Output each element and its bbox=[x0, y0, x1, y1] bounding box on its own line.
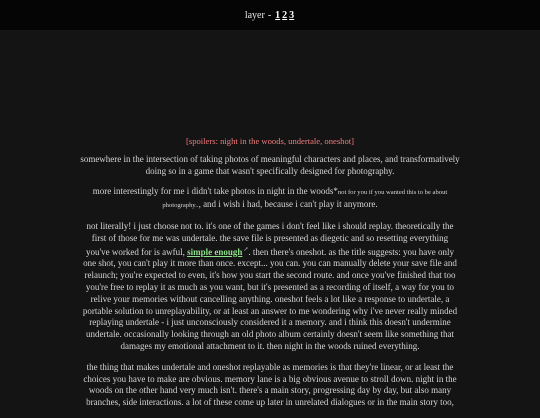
paragraph-1: somewhere in the intersection of taking photos of meaningful characters and places, and transformatively doing so in a game that wasn't specifically designed for photography. bbox=[80, 153, 460, 176]
page-header bbox=[0, 0, 540, 30]
page-link-1[interactable]: 1 bbox=[275, 9, 281, 21]
paragraph-2-end: , and i wish i had, because i can't play it anymore. bbox=[198, 199, 378, 210]
external-link-icon: ↗ bbox=[243, 246, 249, 253]
paragraph-4: the thing that makes undertale and oneshot replayable as memories is that they're linear, or at least the choices you have to make are obvious. memory lane is a big obvious avenue to stroll down. night in the woods on the other hand very much isn't. there's a main story, progressing day by day, but also many branches, side interactions. a lot of these come up later in unrelated dialogues or in the main story too, bbox=[83, 361, 457, 408]
header-separator: - bbox=[267, 9, 272, 21]
footnote-text: not for you if you wanted this to be about photography.. bbox=[162, 189, 448, 210]
page-link-3[interactable]: 3 bbox=[289, 9, 295, 21]
paragraph-3-start: not literally! i just choose not to. it's one of the games i don't feel like i should replay. theoretically the first of those for me was undertale. the save file is presented as diegetic and so resetting everything you've worked for is awful, bbox=[86, 220, 454, 257]
paragraph-2 bbox=[80, 186, 460, 212]
header-label: layer bbox=[244, 9, 265, 21]
paragraph-3-end: . then there's oneshot. as the title suggests: you have only one shot, you can't play it more than once. except... you can. you can manually delete your save file and relaunch; you're expected to even, it's how you start the second route. and once you've finished that too you're free to replay it as much as you want, but it's presented as a recording of itself, a way for you to relive your memories without cancelling anything. oneshot feels a lot like a response to undertale, a portable solution to unreplayability, or at least an answer to me wondering why i've never really minded replaying undertale - i just unconsciously considered it a memory. and i think this doesn't undermine undertale. occasionally looking through an old photo album certainly doesn't seem like something that damages my emotional attachment to it. then night in the woods ruined everything. bbox=[82, 246, 458, 351]
simple-enough-link[interactable]: simple enough bbox=[187, 246, 243, 257]
spoiler-warning: [spoilers: night in the woods, undertale, oneshot] bbox=[185, 136, 355, 146]
paragraph-3 bbox=[80, 221, 460, 353]
page-link-2[interactable]: 2 bbox=[282, 9, 288, 21]
paragraph-2-text: more interestingly for me i didn't take photos in night in the woods* bbox=[92, 186, 338, 197]
article-body bbox=[80, 136, 460, 418]
